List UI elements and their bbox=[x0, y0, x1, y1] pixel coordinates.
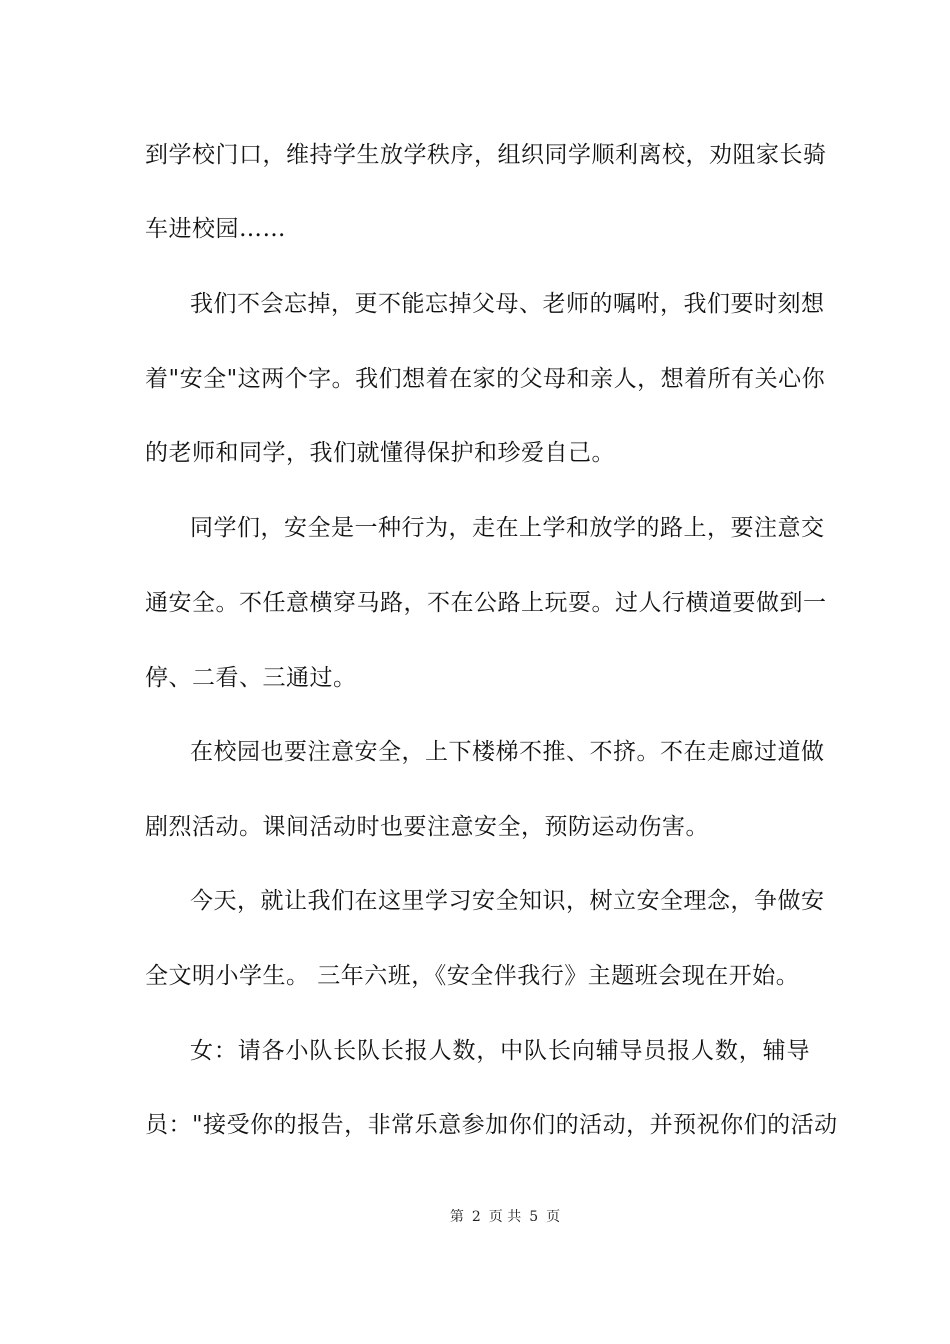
paragraph-line: 停、二看、三通过。 bbox=[145, 665, 357, 691]
paragraph-line: 着"安全"这两个字。我们想着在家的父母和亲人，想着所有关心你 bbox=[145, 366, 826, 392]
footer-prefix: 第 bbox=[449, 1209, 464, 1225]
paragraph-line: 的老师和同学，我们就懂得保护和珍爱自己。 bbox=[145, 440, 615, 466]
paragraph-line: 全文明小学生。 三年六班，《安全伴我行》主题班会现在开始。 bbox=[145, 963, 800, 989]
paragraph-line: 通安全。不任意横穿马路，不在公路上玩耍。过人行横道要做到一 bbox=[145, 590, 827, 616]
paragraph-line: 员："接受你的报告，非常乐意参加你们的活动，并预祝你们的活动 bbox=[145, 1112, 838, 1138]
paragraph-line: 在校园也要注意安全，上下楼梯不推、不挤。不在走廊过道做 bbox=[190, 739, 825, 765]
paragraph-line: 同学们，安全是一种行为，走在上学和放学的路上，要注意交 bbox=[190, 515, 825, 541]
paragraph-line: 到学校门口，维持学生放学秩序，组织同学顺利离校，劝阻家长骑 bbox=[145, 142, 827, 168]
paragraph-line: 剧烈活动。课间活动时也要注意安全，预防运动伤害。 bbox=[145, 814, 709, 840]
footer-page-number: 2 bbox=[471, 1209, 481, 1225]
paragraph-line: 女：请各小队长队长报人数，中队长向辅导员报人数，辅导 bbox=[190, 1038, 810, 1064]
paragraph-line: 今天，就让我们在这里学习安全知识，树立安全理念，争做安 bbox=[190, 888, 825, 914]
page-footer bbox=[0, 1208, 950, 1226]
footer-total-pages: 5 bbox=[529, 1209, 539, 1225]
paragraph-line: 车进校园…… bbox=[145, 216, 286, 242]
footer-suffix: 页 bbox=[546, 1209, 561, 1225]
footer-middle: 页 共 bbox=[488, 1209, 522, 1225]
paragraph-line: 我们不会忘掉，更不能忘掉父母、老师的嘱咐，我们要时刻想 bbox=[190, 291, 825, 317]
